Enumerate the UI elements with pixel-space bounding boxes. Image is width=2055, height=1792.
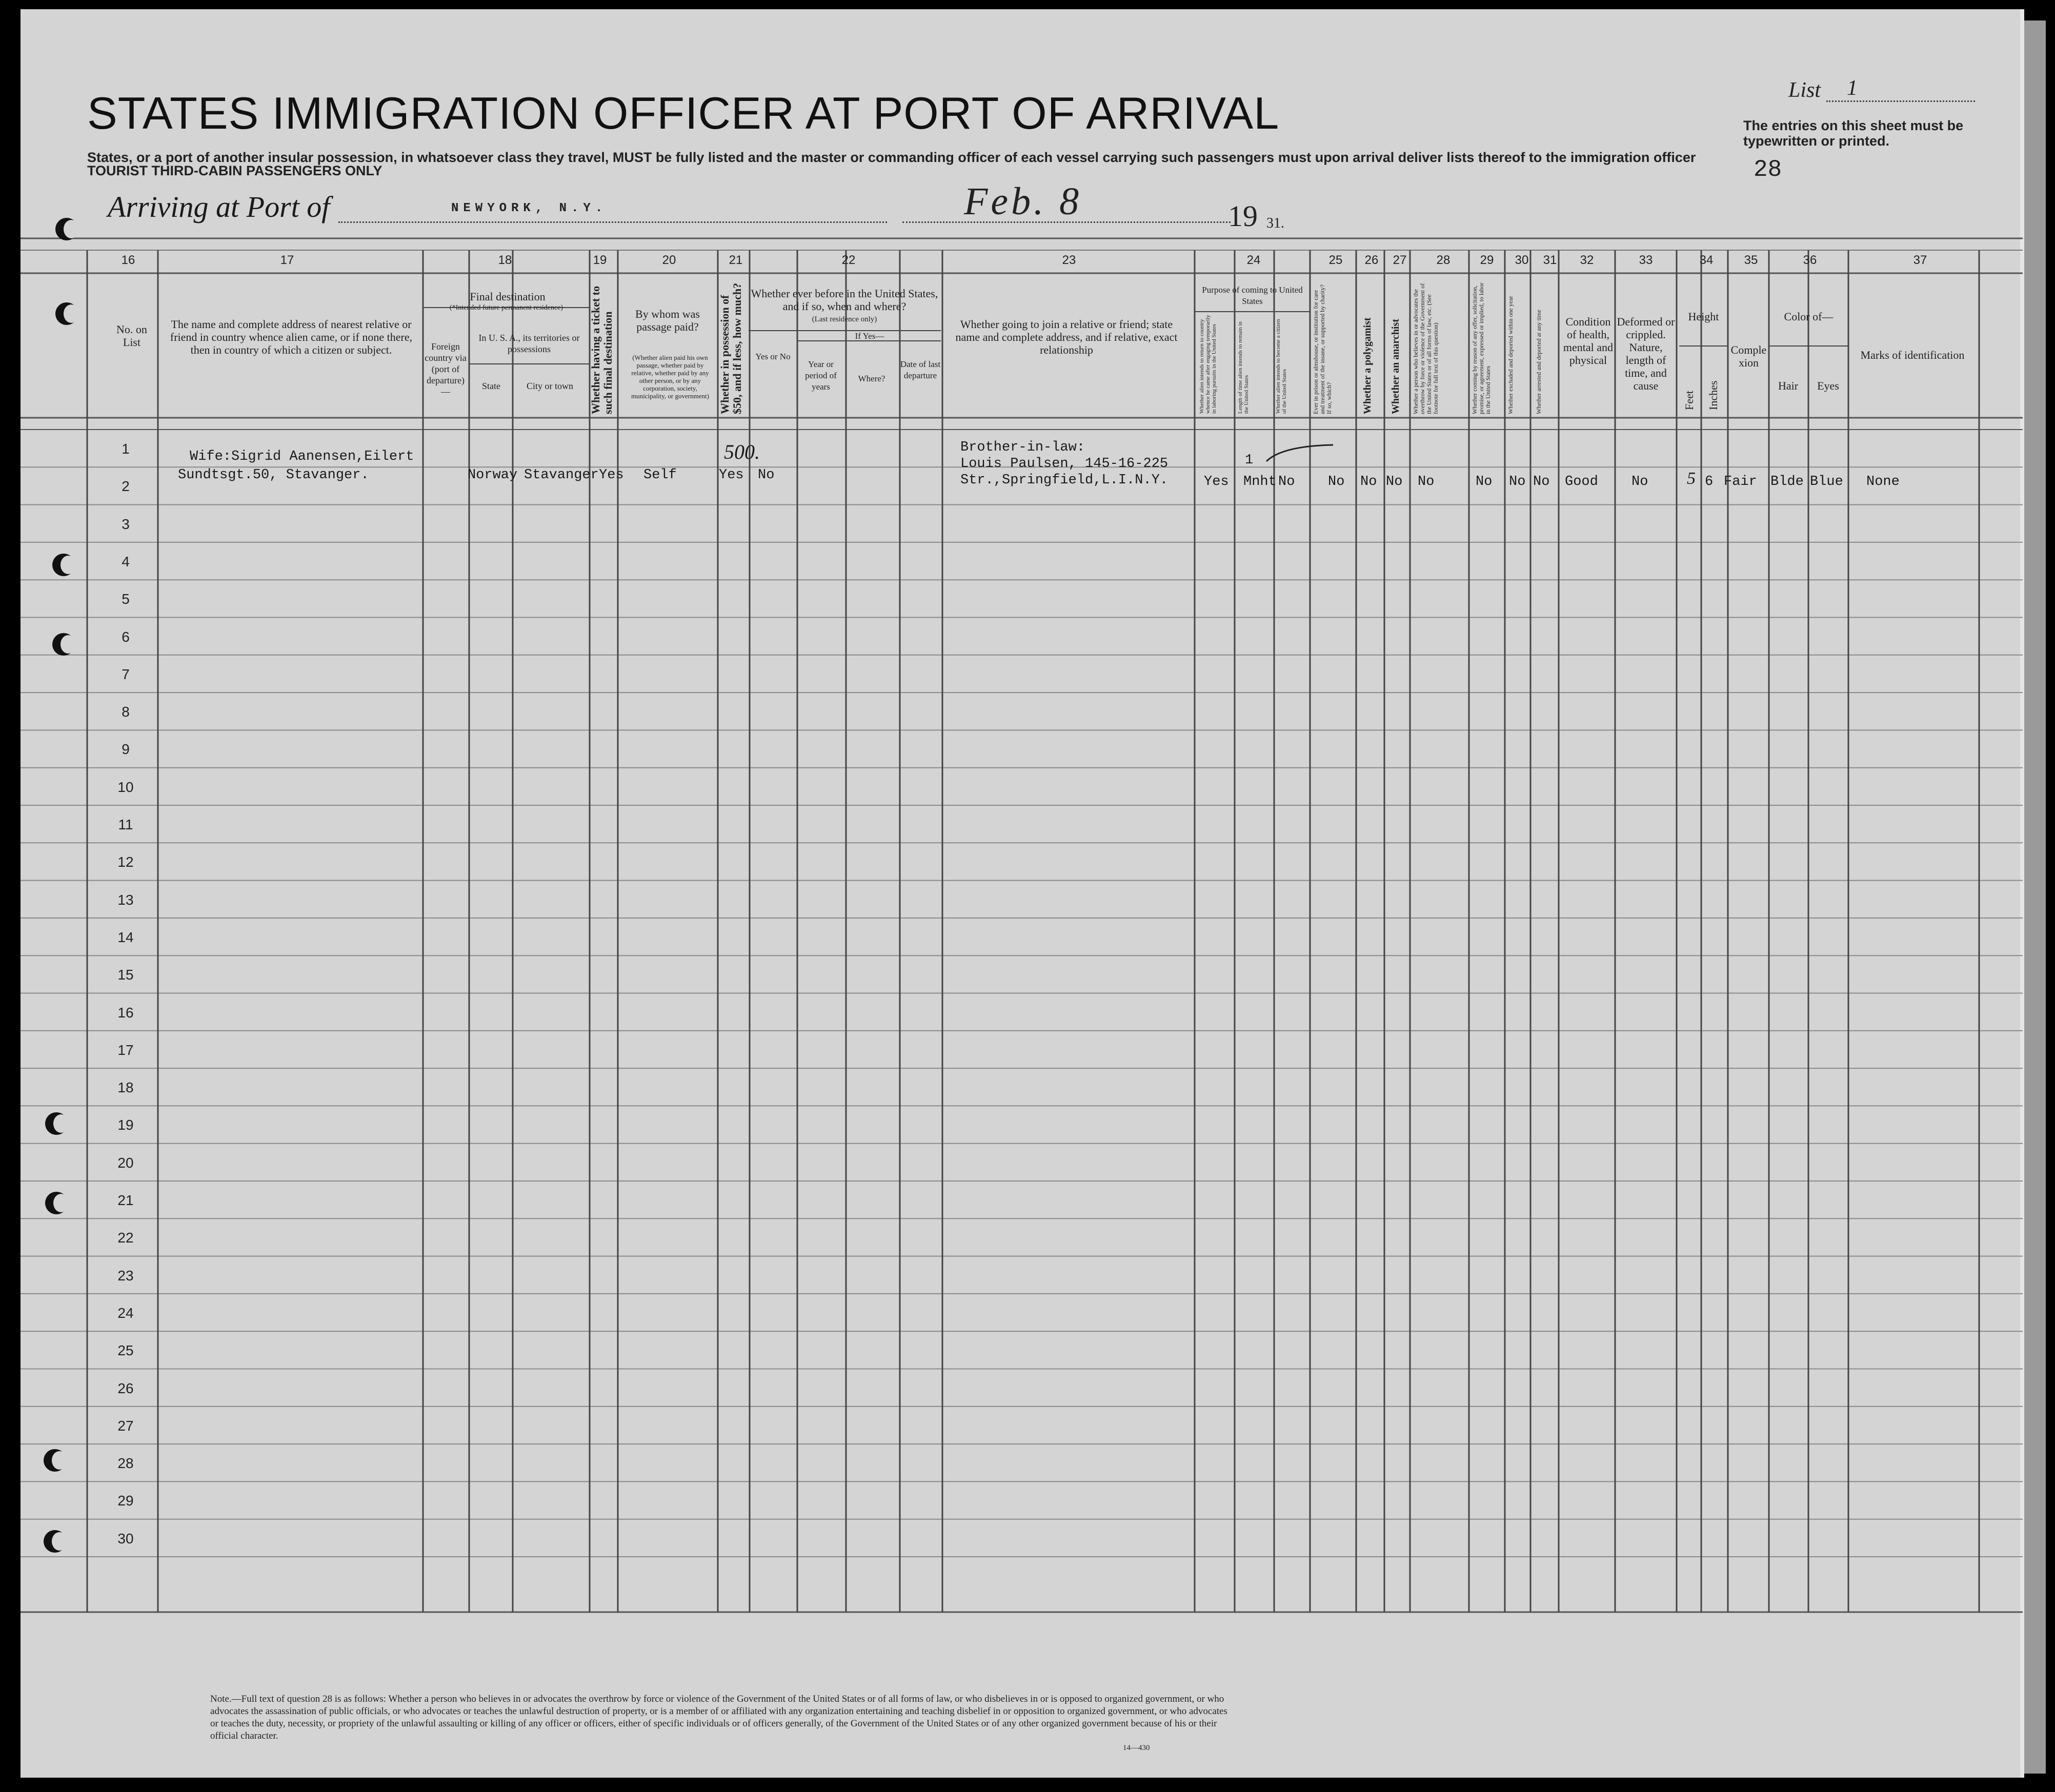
purpose-intend-return: Yes (1204, 474, 1229, 490)
col-30-header: Whether excluded and deported within one year (1507, 296, 1514, 414)
col-32-number: 32 (1580, 253, 1594, 267)
row-number: 23 (117, 1267, 134, 1284)
row-number: 17 (117, 1042, 134, 1058)
deformed-value: No (1631, 474, 1648, 490)
row-number: 8 (122, 704, 130, 720)
row-number: 25 (117, 1342, 134, 1359)
arriving-label: Arriving at Port of (108, 190, 330, 223)
row-number: 30 (117, 1530, 134, 1546)
binder-hole (52, 633, 75, 656)
col-25-header: Ever in prison or almshouse, or institution for care and treatment of the insane, or supported by charity? If so, which? (1312, 284, 1333, 414)
col-18-number: 18 (498, 253, 512, 267)
relative-address-line2: Sundtsgt.50, Stavanger. (178, 467, 369, 483)
purpose-citizen: No (1278, 474, 1295, 490)
col-29-number: 29 (1480, 253, 1494, 267)
col-28-number: 28 (1436, 253, 1450, 267)
col-33-header: Deformed or crippled. Nature, length of time, and cause (1617, 315, 1675, 392)
col-26-number: 26 (1364, 253, 1379, 267)
col-22-year: Year or period of years (805, 359, 837, 392)
row-number: 3 (122, 516, 130, 532)
complexion-value: Fair (1724, 474, 1757, 490)
hair-color: Blde (1770, 474, 1804, 490)
height-feet: 5 (1687, 469, 1696, 488)
row-number: 9 (122, 741, 130, 758)
form-code: 14—430 (1123, 1744, 1150, 1752)
row-number: 18 (117, 1080, 134, 1096)
year-suffix: 31. (1266, 215, 1284, 231)
col-17-header: The name and complete address of nearest relative or friend in country whence alien came, or if none there, then in country of which a citizen or subject. (170, 318, 413, 356)
row-number: 15 (117, 967, 134, 983)
join-relative-line1: Brother-in-law: (960, 440, 1085, 455)
col-22-header: Whether ever before in the United States, and if so, when and where? (751, 287, 938, 313)
purpose-length: Mnht (1243, 474, 1277, 490)
col-34-header: Height (1688, 310, 1719, 323)
col-24-length-header: Length of time alien intends to remain in the United States (1237, 321, 1250, 414)
binder-hole (55, 218, 78, 240)
row-number: 13 (117, 891, 134, 908)
height-inches: 6 (1705, 474, 1714, 490)
col-29-header: Whether coming by reason of any offer, solicitation, promise, or agreement, expressed or implied, to labor in the United States (1471, 282, 1492, 414)
row-number: 28 (117, 1455, 134, 1472)
col-27-number: 27 (1393, 253, 1407, 267)
prison-value: No (1328, 474, 1345, 490)
row-number: 5 (122, 591, 130, 607)
arrival-date: Feb. 8 (964, 180, 1082, 223)
col-20-header: By whom was passage paid? (635, 308, 700, 333)
row-number: 12 (117, 854, 134, 870)
row-number: 24 (117, 1305, 134, 1321)
binder-hole (44, 1449, 66, 1472)
row-number: 10 (117, 779, 134, 795)
year-prefix: 19 (1228, 199, 1258, 233)
col-22-where: Where? (858, 374, 885, 383)
col-22-yesno: Yes or No (755, 352, 791, 361)
deported-value: No (1533, 474, 1550, 490)
passenger-class-line: TOURIST THIRD-CABIN PASSENGERS ONLY (87, 163, 382, 178)
row-number: 16 (117, 1004, 134, 1021)
row-number: 19 (117, 1117, 134, 1133)
ticket-value: Yes (599, 467, 624, 483)
form-title: STATES IMMIGRATION OFFICER AT PORT OF ARRIVAL (87, 88, 1280, 138)
col-31-header: Whether arrested and deported at any time (1535, 310, 1542, 414)
entries-note: The entries on this sheet must be typewritten or printed. (1743, 118, 1964, 149)
binder-hole (44, 1530, 66, 1553)
labor-offer-value: No (1476, 474, 1493, 490)
col-25-number: 25 (1328, 253, 1343, 267)
row-number: 11 (118, 817, 133, 832)
purpose-length-handmark: 1 (1245, 453, 1254, 468)
col-22-ifyes: If Yes— (855, 331, 884, 341)
col-23-number: 23 (1062, 253, 1076, 267)
row-number: 21 (117, 1192, 134, 1208)
row-number: 2 (122, 478, 130, 495)
col-21-header: Whether in possession of $50, and if less, how much? (718, 282, 743, 414)
col-24-header: Purpose of coming to United States (1202, 285, 1303, 306)
identification-marks: None (1866, 474, 1900, 490)
col-28-header: Whether a person who believes in or advocates the overthrow by force or violence of the Government of the United States or of all forms of law, etc. (See footnote for full text of this question) (1412, 283, 1439, 414)
col-20-number: 20 (662, 253, 676, 267)
col-36-eyes-header: Eyes (1817, 379, 1839, 392)
handwritten-tick-mark (1266, 445, 1333, 461)
col-34-feet-header: Feet (1683, 391, 1696, 410)
col-31-number: 31 (1543, 253, 1557, 267)
col-16-number: 16 (121, 253, 135, 267)
anarchist-value: No (1386, 474, 1403, 490)
col-35-header: Complexion (1730, 343, 1767, 369)
row-number: 6 (122, 628, 130, 645)
passage-paid-by: Self (643, 467, 677, 483)
col-24-citizen-header: Whether alien intends to become a citizen of the United States (1275, 319, 1287, 414)
col-37-header: Marks of identification (1860, 349, 1965, 361)
port-dotted-line (338, 221, 887, 223)
previously-in-us: No (758, 467, 775, 483)
col-19-number: 19 (593, 253, 607, 267)
eye-color: Blue (1810, 474, 1843, 490)
col-37-number: 37 (1913, 253, 1927, 267)
row-number: 1 (122, 441, 130, 457)
col-33-number: 33 (1639, 253, 1653, 267)
health-value: Good (1565, 474, 1598, 490)
money-typed: Yes (719, 467, 744, 483)
col-18-subheader: (*Intended future permanent residence) (449, 304, 563, 312)
destination-city: Stavanger (524, 467, 599, 483)
binder-hole (52, 554, 75, 576)
col-32-header: Condition of health, mental and physical (1563, 315, 1614, 366)
port-value: NEWYORK, N.Y. (451, 201, 608, 215)
col-18-header: Final destination (470, 290, 546, 303)
col-20-subheader: (Whether alien paid his own passage, whether paid by relative, whether paid by any other person, or by any corporation, society, municipality, or government) (631, 354, 709, 400)
col-18-foreign-header: Foreign country via (port of departure)— (425, 341, 467, 397)
col-36-hair-header: Hair (1778, 379, 1799, 392)
col-36-header: Color of— (1784, 310, 1834, 323)
row-number: 22 (117, 1230, 134, 1246)
col-34-inches-header: Inches (1707, 380, 1720, 410)
col-24-number: 24 (1246, 253, 1261, 267)
join-relative-line2: Louis Paulsen, 145-16-225 (960, 456, 1168, 472)
overthrow-value: No (1418, 474, 1435, 490)
footnote: Note.—Full text of question 28 is as follows: Whether a person who believes in or advocates the overthrow by force or violence of the Government of the United States or of all forms of law, or who disbelieves in or is opposed to organized government, or who advocates the assassination of public officials, or who advocates or teaches the unlawful destruction of property, or is a member of or affiliated with any organization entertaining and teaching disbelief in or opposition to organized government, or who advocates or teaches the duty, necessity, or propriety of the unlawful assaulting or killing of any officer or officers, either of specific individuals or of officers generally, of the Government of the United States or of any other organized government because of his or their official character. (210, 1694, 1227, 1741)
col-35-number: 35 (1744, 253, 1758, 267)
col-22-subheader: (Last residence only) (812, 315, 877, 323)
col-21-number: 21 (729, 253, 743, 267)
polygamist-value: No (1360, 474, 1377, 490)
destination-country: Norway (468, 467, 518, 483)
relative-address-line1: Wife:Sigrid Aanensen,Eilert (190, 449, 414, 464)
col-24-return-header: Whether alien intends to return to country whence he came after engaging temporarily in laboring pursuits in the United States (1199, 315, 1217, 414)
row-number: 14 (117, 929, 134, 945)
col-34-number: 34 (1699, 253, 1714, 267)
row-number: 20 (117, 1154, 134, 1171)
list-label: List (1788, 78, 1821, 102)
col-22-number: 22 (841, 253, 856, 267)
col-23-header: Whether going to join a relative or friend; state name and complete address, and if relative, exact relationship (955, 318, 1178, 356)
col-18-city-header: City or town (526, 381, 573, 391)
instructions-line: States, or a port of another insular possession, in whatsoever class they travel, MUST be fully listed and the master or commanding officer of each vessel carrying such passengers must upon arrival deliver lists thereof to the immigration officer (87, 150, 1696, 165)
col-36-number: 36 (1803, 253, 1817, 267)
col-30-number: 30 (1515, 253, 1529, 267)
col-26-header: Whether a polygamist (1362, 317, 1373, 414)
binder-hole (55, 302, 78, 325)
col-18-state-header: State (482, 381, 500, 391)
join-relative-line3: Str.,Springfield,L.I.N.Y. (960, 473, 1168, 488)
excluded-value: No (1509, 474, 1526, 490)
row-number: 26 (117, 1380, 134, 1396)
money-handwritten: 500. (724, 440, 760, 463)
sheet-number: 28 (1754, 156, 1782, 183)
col-17-number: 17 (280, 253, 294, 267)
list-number: 1 (1826, 76, 1975, 102)
col-18-usa-header: In U. S. A., its territories or possessions (478, 333, 580, 354)
binder-hole (45, 1192, 68, 1214)
col-22-date: Date of last departure (900, 359, 941, 380)
row-number: 4 (122, 553, 130, 569)
col-19-header: Whether having a ticket to such final destination (589, 286, 614, 414)
row-number: 27 (117, 1417, 134, 1434)
row-number: 29 (117, 1493, 134, 1509)
binder-hole (45, 1112, 68, 1135)
row-number: 7 (122, 666, 130, 682)
col-16-header: No. on List (116, 323, 147, 349)
col-27-header: Whether an anarchist (1390, 319, 1401, 414)
